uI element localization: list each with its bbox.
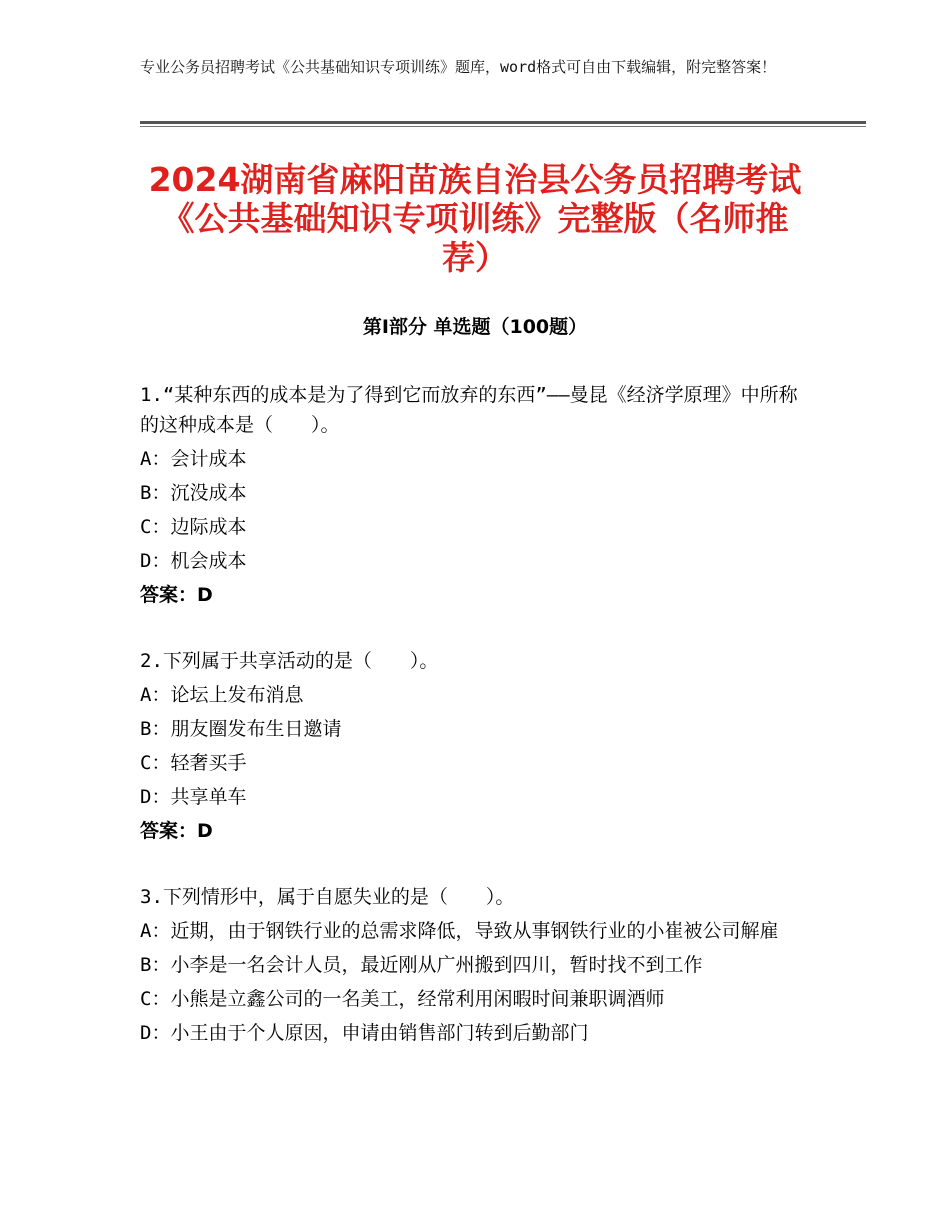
option-c: C：轻奢买手	[140, 752, 247, 774]
option-a: A：会计成本	[140, 448, 247, 470]
question-list	[140, 380, 800, 1084]
question-2	[140, 646, 800, 848]
option-a: A：近期，由于钢铁行业的总需求降低，导致从事钢铁行业的小崔被公司解雇	[140, 920, 779, 942]
header-rule-thin	[140, 126, 866, 127]
option-c: C：小熊是立鑫公司的一名美工，经常利用闲暇时间兼职调酒师	[140, 988, 665, 1010]
question-text: 3.下列情形中，属于自愿失业的是（ ）。	[140, 886, 515, 908]
option-d: D：机会成本	[140, 550, 247, 572]
option-b: B：小李是一名会计人员，最近刚从广州搬到四川，暂时找不到工作	[140, 954, 703, 976]
option-b: B：朋友圈发布生日邀请	[140, 718, 342, 740]
question-text: 1.“某种东西的成本是为了得到它而放弃的东西”——曼昆《经济学原理》中所称的这种成本是（ ）。	[140, 384, 798, 436]
header-rule-thick	[140, 121, 866, 124]
question-1	[140, 380, 800, 612]
option-d: D：小王由于个人原因，申请由销售部门转到后勤部门	[140, 1022, 589, 1044]
option-b: B：沉没成本	[140, 482, 247, 504]
document-title: 2024湖南省麻阳苗族自治县公务员招聘考试《公共基础知识专项训练》完整版（名师推荐）	[148, 160, 802, 277]
question-text: 2.下列属于共享活动的是（ ）。	[140, 650, 439, 672]
option-d: D：共享单车	[140, 786, 247, 808]
answer: 答案：D	[140, 584, 213, 606]
answer: 答案：D	[140, 820, 213, 842]
option-a: A：论坛上发布消息	[140, 684, 304, 706]
question-3	[140, 882, 800, 1050]
header-note: 专业公务员招聘考试《公共基础知识专项训练》题库，word格式可自由下载编辑，附完整答案！	[140, 58, 777, 76]
section-title: 第Ⅰ部分 单选题（100题）	[362, 316, 588, 338]
option-c: C：边际成本	[140, 516, 247, 538]
